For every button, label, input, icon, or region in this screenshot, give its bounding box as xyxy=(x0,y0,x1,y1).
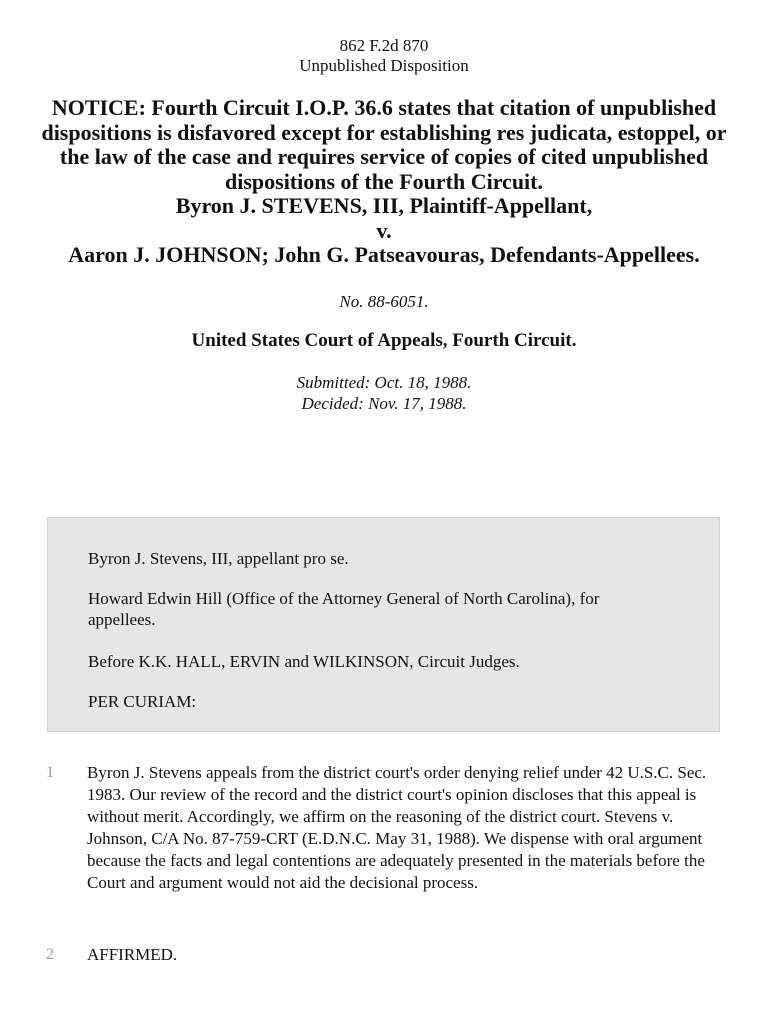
docket-number: No. 88-6051. xyxy=(339,291,429,311)
plaintiff-line: Byron J. STEVENS, III, Plaintiff-Appellant, xyxy=(175,193,593,218)
case-dates xyxy=(0,372,768,414)
panel-judges: Before K.K. HALL, ERVIN and WILKINSON, Circuit Judges. xyxy=(88,652,520,671)
appellant-counsel: Byron J. Stevens, III, appellant pro se. xyxy=(88,549,349,568)
court-name: United States Court of Appeals, Fourth Circuit. xyxy=(191,329,577,351)
case-title xyxy=(39,96,729,268)
counsel-box xyxy=(47,517,720,732)
document-header xyxy=(0,0,768,76)
per-curiam: PER CURIAM: xyxy=(88,692,197,711)
paragraph-number: 2 xyxy=(46,946,54,963)
versus-line: v. xyxy=(376,217,392,243)
defendants-line: Aaron J. JOHNSON; John G. Patseavouras, Defendants-Appellees. xyxy=(68,242,700,267)
submitted-date: Submitted: Oct. 18, 1988. xyxy=(296,372,472,392)
paragraph-text: Byron J. Stevens appeals from the district court's order denying relief under 42 U.S.C. Sec. 1983. Our review of the record and the district court's opinion discloses that this appeal is without merit. Accordingly, we affirm on the reasoning of the district court. Stevens v. Johnson, C/A No. 87-759-CRT (E.D.N.C. May 31, 1988). We dispense with oral argument because the facts and legal contentions are adequately presented in the materials before the Court and argument would not aid the decisional process. xyxy=(87,763,707,892)
decided-date: Decided: Nov. 17, 1988. xyxy=(301,393,467,413)
notice-text: NOTICE: Fourth Circuit I.O.P. 36.6 states that citation of unpublished dispositions is disfavored except for establishing res judicata, estoppel, or the law of the case and requires service of copies of cited unpublished dispositions of the Fourth Circuit. xyxy=(41,95,727,194)
case-citation: 862 F.2d 870 xyxy=(339,36,429,55)
appellees-counsel: Howard Edwin Hill (Office of the Attorney General of North Carolina), for appellees. xyxy=(88,589,600,629)
paragraph-number: 1 xyxy=(46,764,54,781)
paragraph-text: AFFIRMED. xyxy=(87,945,178,964)
disposition-label: Unpublished Disposition xyxy=(299,56,469,75)
